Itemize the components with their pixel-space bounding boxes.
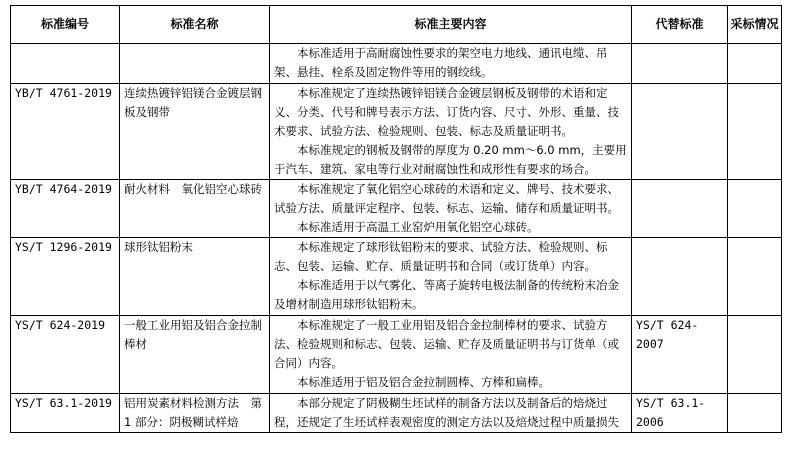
- standard-content: [270, 180, 632, 238]
- replaced-standard: [632, 44, 728, 84]
- content-paragraph: 本标准规定了氧化铝空心球砖的术语和定义、牌号、技术要求、试验方法、质量评定程序、包装、标志、运输、储存和质量证明书。: [274, 182, 619, 215]
- table-row: [11, 84, 782, 180]
- content-paragraph: 本标准适用于高温工业窑炉用氧化铝空心球砖。: [297, 220, 539, 234]
- replaced-standard: [632, 238, 728, 316]
- standard-code: YS/T 63.1-2019: [11, 394, 120, 433]
- standard-name: 耐火材料 氧化铝空心球砖: [120, 180, 270, 238]
- standard-content: [270, 394, 632, 433]
- header-code: 标准编号: [11, 6, 120, 44]
- content-paragraph: 本标准适用于以气雾化、等离子旋转电极法制备的传统粉末冶金及增材制造用球形钛铝粉末。: [274, 278, 619, 311]
- table-row: [11, 44, 782, 84]
- standard-content: [270, 84, 632, 180]
- adoption-status: [728, 180, 782, 238]
- standard-content: [270, 44, 632, 84]
- content-paragraph: 本标准规定了连续热镀锌铝镁合金镀层钢板及钢带的术语和定义、分类、代号和牌号表示方法、订货内容、尺寸、外形、重量、技术要求、试验方法、检验规则、包装、标志及质量证明书。: [274, 86, 619, 138]
- content-paragraph: 本标准适用于高耐腐蚀性要求的架空电力地线、通讯电缆、吊架、悬挂、栓系及固定物件等用的钢绞线。: [274, 46, 608, 79]
- table-row: [11, 394, 782, 433]
- standards-table: [10, 5, 782, 433]
- header-row: [11, 6, 782, 44]
- standard-name: 一般工业用铝及铝合金拉制棒材: [120, 316, 270, 394]
- standard-name: 球形钛铝粉末: [120, 238, 270, 316]
- standard-content: [270, 238, 632, 316]
- adoption-status: [728, 394, 782, 433]
- standard-code: YS/T 624-2019: [11, 316, 120, 394]
- header-replaced: 代替标准: [632, 6, 728, 44]
- table-row: [11, 238, 782, 316]
- content-paragraph: 本标准规定了球形钛铝粉末的要求、试验方法、检验规则、标志、包装、运输、贮存、质量证明书和合同（或订货单）内容。: [274, 240, 608, 273]
- content-paragraph: 本标准规定的钢板及钢带的厚度为 0.20 mm～6.0 mm，主要用于汽车、建筑、家电等行业对耐腐蚀性和成形性有要求的场合。: [274, 143, 627, 176]
- header-content: 标准主要内容: [270, 6, 632, 44]
- content-paragraph: 本标准规定了一般工业用铝及铝合金拉制棒材的要求、试验方法、检验规则和标志、包装、运输、贮存及质量证明书与订货单（或合同）内容。: [274, 318, 619, 370]
- standard-name: 连续热镀锌铝镁合金镀层钢板及钢带: [120, 84, 270, 180]
- replaced-standard: [632, 180, 728, 238]
- replaced-standard: YS/T 63.1-2006: [632, 394, 728, 433]
- standard-code: YS/T 1296-2019: [11, 238, 120, 316]
- header-adoption: 采标情况: [728, 6, 782, 44]
- standard-code: [11, 44, 120, 84]
- standard-code: YB/T 4764-2019: [11, 180, 120, 238]
- replaced-standard: [632, 84, 728, 180]
- adoption-status: [728, 44, 782, 84]
- table-row: [11, 180, 782, 238]
- content-paragraph: 本标准适用于铝及铝合金拉制圆棒、方棒和扁棒。: [297, 375, 550, 389]
- table-row: [11, 316, 782, 394]
- adoption-status: [728, 84, 782, 180]
- replaced-standard: YS/T 624-2007: [632, 316, 728, 394]
- standard-content: [270, 316, 632, 394]
- content-paragraph: 本部分规定了阴极糊生坯试样的制备方法以及制备后的焙烧过程，还规定了生坯试样表观密度的测定方法以及焙烧过程中质量损失: [274, 396, 619, 429]
- adoption-status: [728, 238, 782, 316]
- standard-name: [120, 44, 270, 84]
- standard-name: 铝用炭素材料检测方法 第 1 部分：阴极糊试样焙: [120, 394, 270, 433]
- header-name: 标准名称: [120, 6, 270, 44]
- standard-code: YB/T 4761-2019: [11, 84, 120, 180]
- adoption-status: [728, 316, 782, 394]
